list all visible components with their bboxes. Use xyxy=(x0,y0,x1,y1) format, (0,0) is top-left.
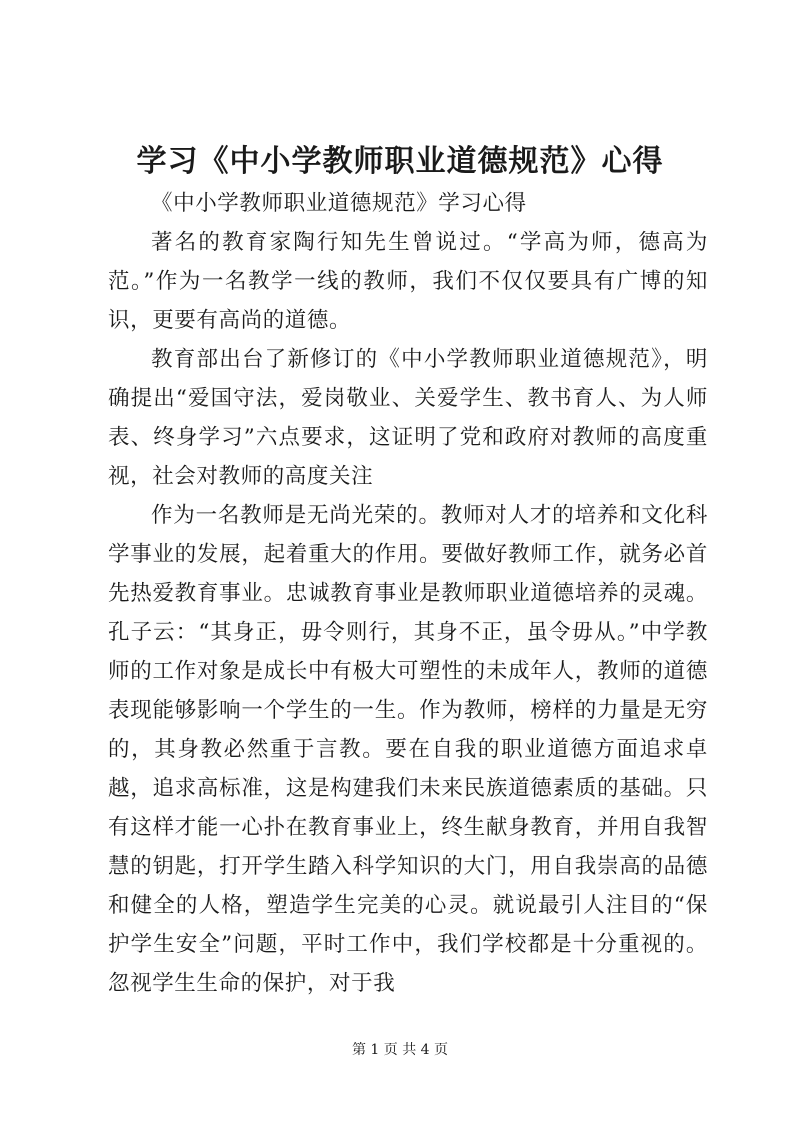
subtitle-paragraph: 《中小学教师职业道德规范》学习心得 xyxy=(151,191,527,216)
body-paragraph: 作为一名教师是无尚光荣的。教师对人才的培养和文化科学事业的发展，起着重大的作用。要做好教师工作，就务必首先热爱教育事业。忠诚教育事业是教师职业道德培养的灵魂。孔子云：“其身正，毋令则行，其身不正，虽令毋从。”中学教师的工作对象是成长中有极大可塑性的未成年人，教师的道德表现能够影响一个学生的一生。作为教师，榜样的力量是无穷的，其身教必然重于言教。要在自我的职业道德方面追求卓越，追求高标准，这是构建我们未来民族道德素质的基础。只有这样才能一心扑在教育事业上，终生献身教育，并用自我智慧的钥匙，打开学生踏入科学知识的大门，用自我崇高的品德和健全的人格，塑造学生完美的心灵。就说最引人注目的“保护学生安全”问题，平时工作中，我们学校都是十分重视的。忽视学生生命的保护，对于我 xyxy=(108,503,708,996)
body-paragraph: 教育部出台了新修订的《中小学教师职业道德规范》，明确提出“爱国守法，爱岗敬业、关爱学生、教书育人、为人师表、终身学习”六点要求，这证明了党和政府对教师的高度重视，社会对教师的高度关注 xyxy=(108,347,708,489)
document-title: 学习《中小学教师职业道德规范》心得 xyxy=(136,144,664,179)
document-body xyxy=(108,184,708,1003)
body-paragraph: 著名的教育家陶行知先生曾说过。“学高为师，德高为范。”作为一名教学一线的教师，我们不仅仅要具有广博的知识，更要有高尚的道德。 xyxy=(108,230,708,333)
page-number-footer: 第 1 页 共 4 页 xyxy=(351,1042,449,1058)
